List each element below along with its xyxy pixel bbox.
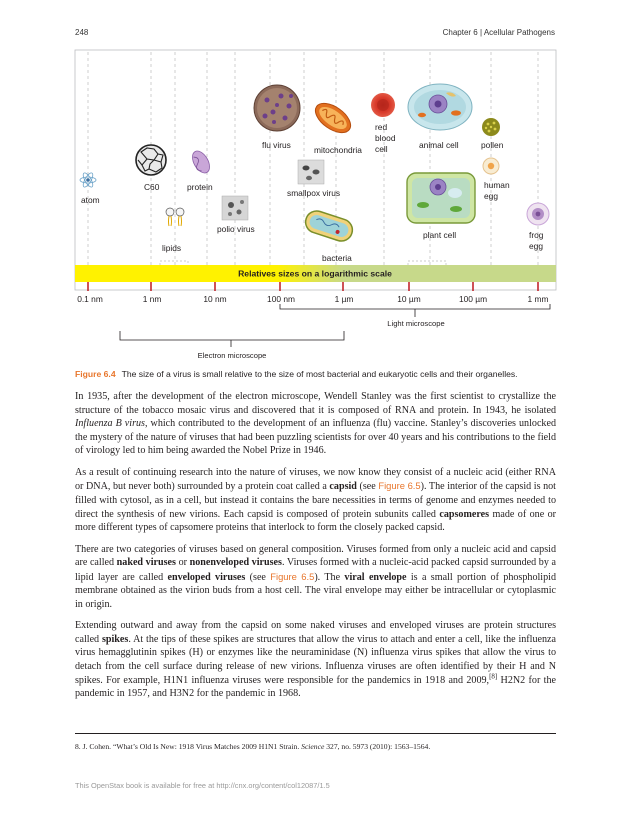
tick-label: 1 µm bbox=[334, 294, 354, 304]
term-nonenveloped-viruses: nonenveloped viruses bbox=[189, 557, 282, 569]
label-light-microscope: Light microscope bbox=[387, 319, 445, 328]
label-c60: C60 bbox=[144, 182, 160, 192]
electron-microscope-bracket bbox=[120, 331, 344, 340]
label-electron-microscope: Electron microscope bbox=[197, 351, 267, 360]
label-atom: atom bbox=[81, 195, 100, 205]
paragraph: In 1935, after the development of the electron microscope, Wendell Stanley was the first scientist to crystallize the structure of the tobacco mosaic virus and discovered that it is composed of RNA and protein. In 1943, he isolated Influenza B virus, which contributed to the development of an influenza (flu) vaccine. Stanley’s discoveries unlocked the mystery of the nature of viruses that had been puzzling scientists for over 40 years and his contributions to the field of virology led to him being awarded the Nobel Prize in 1946. bbox=[75, 391, 556, 457]
flu-virus-illustration bbox=[254, 85, 300, 131]
label-smallpox-virus: smallpox virus bbox=[287, 188, 341, 198]
footnote-ref[interactable]: [8] bbox=[489, 672, 498, 681]
figure-label: Figure 6.4 bbox=[75, 369, 116, 379]
label-bacteria: bacteria bbox=[322, 253, 352, 263]
label-protein: protein bbox=[187, 182, 213, 192]
tick-label: 100 µm bbox=[458, 294, 488, 304]
label-human-egg-1: human bbox=[484, 180, 510, 190]
polio-virus-illustration bbox=[222, 196, 248, 220]
band-label: Relatives sizes on a logarithmic scale bbox=[238, 268, 392, 279]
label-rbc-1: red bbox=[375, 122, 388, 132]
smallpox-virus-illustration bbox=[298, 160, 324, 184]
footnote: 8. J. Cohen. “What’s Old Is New: 1918 Virus Matches 2009 H1N1 Strain. Science 327, no. 5973 (2010): 1563–1564. bbox=[75, 742, 431, 751]
term-spikes: spikes bbox=[101, 633, 129, 645]
term-enveloped-viruses: enveloped viruses bbox=[167, 571, 246, 583]
tick-label: 1 nm bbox=[142, 294, 162, 304]
figure-link[interactable]: Figure 6.5 bbox=[378, 480, 421, 492]
label-pollen: pollen bbox=[481, 140, 504, 150]
chapter-header: Chapter 6 | Acellular Pathogens bbox=[442, 28, 555, 37]
paragraph: There are two categories of viruses based on general composition. Viruses formed from only a nucleic acid and capsid are called naked viruses or nonenveloped viruses. Viruses formed with a nucleic-acid packed capsid surrounded by a lipid layer are called enveloped viruses (see Figure 6.5). The viral envelope is a small portion of phospholipid membrane obtained as the virion buds from a host cell. The viral envelope may either be intracellular or cytoplasmic in origin. bbox=[75, 543, 556, 610]
footnote-rule bbox=[75, 733, 556, 734]
figure-link[interactable]: Figure 6.5 bbox=[270, 570, 315, 582]
tick-label: 0.1 nm bbox=[77, 294, 103, 304]
tick-label: 1 mm bbox=[527, 294, 549, 304]
label-human-egg-2: egg bbox=[484, 191, 498, 201]
figure-caption-text: The size of a virus is small relative to the size of most bacterial and eukaryotic cells and their organelles. bbox=[121, 369, 518, 379]
animal-cell-illustration bbox=[408, 84, 472, 130]
light-microscope-bracket bbox=[280, 304, 550, 309]
plant-cell-illustration bbox=[407, 173, 475, 223]
pollen-illustration bbox=[482, 118, 500, 136]
label-mitochondria: mitochondria bbox=[314, 145, 362, 155]
term-capsid: capsid bbox=[329, 481, 357, 493]
label-frog-egg-2: egg bbox=[529, 241, 543, 251]
page-number: 248 bbox=[75, 28, 89, 37]
label-plant-cell: plant cell bbox=[423, 230, 457, 240]
label-lipids: lipids bbox=[162, 243, 182, 253]
tick-label: 10 µm bbox=[397, 294, 421, 304]
label-animal-cell: animal cell bbox=[419, 140, 459, 150]
term-naked-viruses: naked viruses bbox=[116, 557, 176, 569]
paragraph: Extending outward and away from the capsid on some naked viruses and enveloped viruses are protein structures called spikes. At the tips of these spikes are structures that allow the virus to attach and enter a cell, like the influenza virus hemagglutinin spikes (H) or enzymes like the neuraminidase (N) influenza virus spikes that allow the virus to detach from the cell surface during release of new virions. Influenza viruses are often identified by their H and N spikes. For example, H1N1 influenza viruses were responsible for the pandemics in 1918 and 2009,[8] H2N2 for the pandemic in 1957, and H3N2 for the pandemic in 1968. bbox=[75, 620, 557, 700]
page-footer: This OpenStax book is available for free at http://cnx.org/content/col12087/1.5 bbox=[75, 781, 330, 790]
label-rbc-3: cell bbox=[375, 144, 388, 154]
human-egg-illustration bbox=[483, 158, 499, 174]
label-polio-virus: polio virus bbox=[217, 224, 255, 234]
c60-illustration bbox=[136, 145, 166, 175]
label-rbc-2: blood bbox=[375, 133, 396, 143]
tick-label: 100 nm bbox=[267, 294, 295, 304]
term-capsomeres: capsomeres bbox=[439, 508, 490, 520]
frog-egg-illustration bbox=[527, 203, 549, 225]
label-frog-egg-1: frog bbox=[529, 230, 544, 240]
figure-caption bbox=[75, 369, 565, 379]
tick-label: 10 nm bbox=[203, 294, 227, 304]
label-flu-virus: flu virus bbox=[262, 140, 291, 150]
body-text bbox=[75, 390, 556, 709]
size-scale-figure bbox=[0, 0, 630, 365]
paragraph: As a result of continuing research into the nature of viruses, we now know they consist of a nucleic acid (either RNA or DNA, but never both) surrounded by a protein coat called a capsid (see Figure 6.5). The interior of the capsid is not filled with cytosol, as in a cell, but instead it contains the bare necessities in terms of genome and enzymes needed to direct the synthesis of new virions. Each capsid is composed of protein subunits called capsomeres made of one or more different types of capsomere proteins that interlock to form the closely packed capsid. bbox=[75, 466, 557, 534]
term-viral-envelope: viral envelope bbox=[344, 571, 407, 583]
red-blood-cell-illustration bbox=[371, 93, 395, 117]
